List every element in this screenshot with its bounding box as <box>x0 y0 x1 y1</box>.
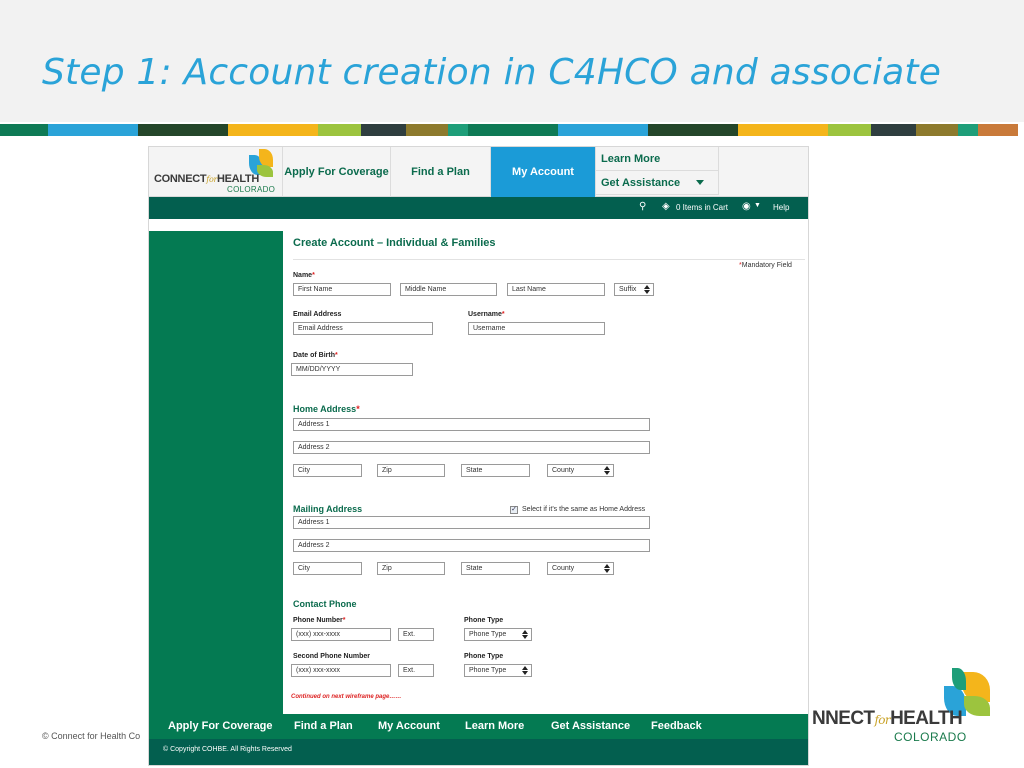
stripe-segment <box>228 124 318 136</box>
footer-navigation <box>149 714 809 739</box>
home-zip-input[interactable]: Zip <box>377 464 445 477</box>
stripe-segment <box>978 124 1018 136</box>
stripe-segment <box>871 124 916 136</box>
stripe-segment <box>361 124 406 136</box>
home-state-input[interactable]: State <box>461 464 530 477</box>
same-as-home-checkbox[interactable]: ✓ <box>511 506 517 513</box>
phone-number-input[interactable]: (xxx) xxx-xxxx <box>291 628 391 641</box>
stripe-segment <box>958 124 978 136</box>
username-label: Username* <box>468 311 505 318</box>
footer-learn-more[interactable]: Learn More <box>465 720 525 732</box>
footer-get-assistance[interactable]: Get Assistance <box>551 720 631 732</box>
second-phone-type-select[interactable]: Phone Type <box>464 664 532 677</box>
search-icon[interactable]: ⚲ <box>639 201 647 212</box>
same-as-home-label: Select if it's the same as Home Address <box>522 506 646 513</box>
email-label: Email Address <box>293 311 342 318</box>
last-name-input[interactable]: Last Name <box>507 283 605 296</box>
nav-apply-for-coverage[interactable]: Apply For Coverage <box>283 147 391 197</box>
cart-icon[interactable]: ◈ <box>662 201 670 212</box>
mailing-address2-input[interactable]: Address 2 <box>293 539 650 552</box>
home-address-heading: Home Address* <box>293 404 360 414</box>
stripe-segment <box>0 124 48 136</box>
cart-link[interactable]: 0 Items in Cart <box>676 203 729 212</box>
nav-find-a-plan[interactable]: Find a Plan <box>391 147 491 197</box>
second-phone-label: Second Phone Number <box>293 653 371 660</box>
dob-input[interactable]: MM/DD/YYYY <box>291 363 413 376</box>
slide-title: Step 1: Account creation in C4HCO and associate <box>42 52 942 93</box>
stripe-segment <box>828 124 871 136</box>
top-navigation <box>149 147 809 197</box>
select-arrows-icon <box>644 285 650 294</box>
globe-icon[interactable]: ◉ <box>742 201 751 212</box>
second-phone-input[interactable]: (xxx) xxx-xxxx <box>291 664 391 677</box>
color-stripe <box>0 124 1024 136</box>
slide-header <box>0 0 1024 122</box>
chevron-down-icon <box>696 180 704 185</box>
logo-state: COLORADO <box>227 185 276 194</box>
create-account-form <box>283 219 809 714</box>
continued-note: Continued on next wireframe page…… <box>291 694 402 700</box>
nav-get-assistance-label: Get Assistance <box>601 176 681 189</box>
stripe-segment <box>468 124 558 136</box>
second-phone-type-label: Phone Type <box>464 653 504 660</box>
stripe-segment <box>318 124 361 136</box>
slide-footer: © Connect for Health Co <box>42 731 141 741</box>
utility-bar <box>149 197 809 219</box>
nav-get-assistance[interactable] <box>596 171 719 195</box>
home-county-select[interactable]: County <box>547 464 614 477</box>
website-wireframe <box>148 146 809 766</box>
second-phone-ext-input[interactable]: Ext. <box>398 664 434 677</box>
home-address1-input[interactable]: Address 1 <box>293 418 650 431</box>
middle-name-input[interactable]: Middle Name <box>400 283 497 296</box>
big-logo-state: COLORADO <box>894 730 967 744</box>
contact-phone-heading: Contact Phone <box>293 599 357 609</box>
stripe-segment <box>406 124 448 136</box>
phone-type-select[interactable]: Phone Type <box>464 628 532 641</box>
footer-my-account[interactable]: My Account <box>378 720 440 732</box>
nav-learn-more-label: Learn More <box>601 152 661 165</box>
home-address2-input[interactable]: Address 2 <box>293 441 650 454</box>
phone-ext-input[interactable]: Ext. <box>398 628 434 641</box>
copyright-text: © Copyright COHBE. All Rights Reserved <box>163 746 292 753</box>
nav-learn-more[interactable] <box>596 147 719 171</box>
title-divider <box>293 259 805 260</box>
stripe-segment <box>48 124 138 136</box>
suffix-select[interactable]: Suffix <box>614 283 654 296</box>
mandatory-note: *Mandatory Field <box>739 262 792 269</box>
site-logo[interactable] <box>149 147 283 197</box>
first-name-input[interactable]: First Name <box>293 283 391 296</box>
left-sidebar <box>149 231 283 714</box>
chevron-down-icon[interactable]: ▼ <box>754 202 761 209</box>
name-label: Name* <box>293 272 315 279</box>
email-input[interactable]: Email Address <box>293 322 433 335</box>
mailing-address-heading: Mailing Address <box>293 504 363 514</box>
footer-copyright-bar <box>149 739 809 766</box>
username-input[interactable]: Username <box>468 322 605 335</box>
phone-type-label: Phone Type <box>464 617 504 624</box>
help-link[interactable]: Help <box>773 203 790 212</box>
big-logo-wordmark: NNECTforHEALTH <box>812 708 963 729</box>
logo-wordmark: CONNECTforHEALTH <box>154 173 259 185</box>
mailing-county-select[interactable]: County <box>547 562 614 575</box>
logo-leaf-green <box>257 165 273 177</box>
footer-feedback[interactable]: Feedback <box>651 720 702 732</box>
select-arrows-icon <box>522 630 528 639</box>
select-arrows-icon <box>522 666 528 675</box>
select-arrows-icon <box>604 564 610 573</box>
select-arrows-icon <box>604 466 610 475</box>
nav-my-account[interactable]: My Account <box>491 147 596 197</box>
mailing-state-input[interactable]: State <box>461 562 530 575</box>
phone-number-label: Phone Number* <box>293 617 346 624</box>
mailing-city-input[interactable]: City <box>293 562 362 575</box>
stripe-segment <box>916 124 958 136</box>
stripe-segment <box>648 124 738 136</box>
dob-label: Date of Birth* <box>293 352 338 359</box>
footer-find-a-plan[interactable]: Find a Plan <box>294 720 353 732</box>
form-title: Create Account – Individual & Families <box>293 237 496 249</box>
home-city-input[interactable]: City <box>293 464 362 477</box>
mailing-address1-input[interactable]: Address 1 <box>293 516 650 529</box>
footer-apply-for-coverage[interactable]: Apply For Coverage <box>168 720 273 732</box>
mailing-zip-input[interactable]: Zip <box>377 562 445 575</box>
stripe-segment <box>138 124 228 136</box>
stripe-segment <box>738 124 828 136</box>
stripe-segment <box>558 124 648 136</box>
stripe-segment <box>448 124 468 136</box>
slide-logo <box>812 664 1024 744</box>
